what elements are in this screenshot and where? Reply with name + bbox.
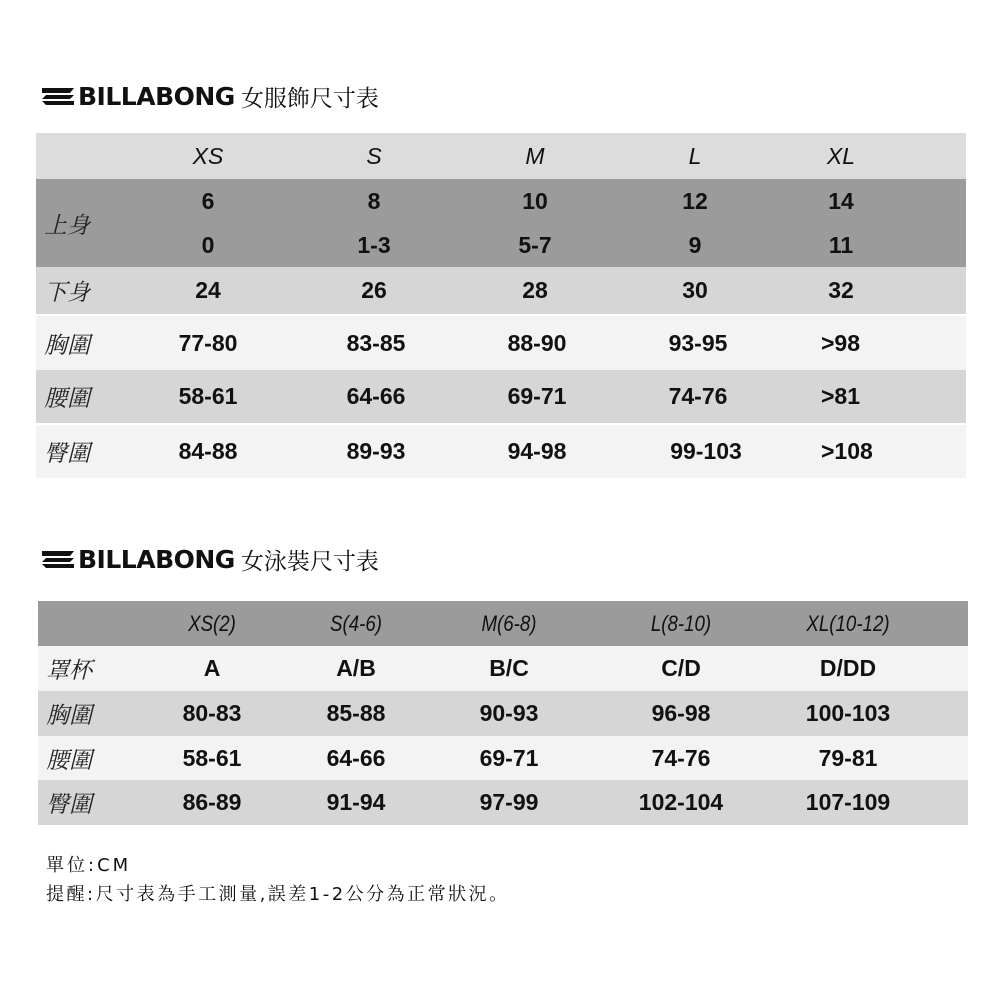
top-size-row bbox=[36, 179, 966, 267]
top-size-value: 14 bbox=[828, 187, 854, 214]
swim-size-l: L(8-10) bbox=[650, 610, 712, 636]
cup-value: D/DD bbox=[819, 655, 877, 681]
bust-value: >98 bbox=[821, 329, 861, 356]
unit-note: 單位:CM bbox=[46, 855, 132, 876]
waist-row bbox=[36, 370, 966, 423]
cup-row bbox=[38, 646, 968, 691]
hip-value: 84-88 bbox=[178, 438, 238, 464]
cup-label: 罩杯 bbox=[46, 658, 92, 684]
top-size-value: 1-3 bbox=[357, 231, 391, 258]
cup-value: A bbox=[203, 655, 221, 681]
billabong-logo-icon bbox=[40, 548, 76, 570]
swim-hip-value: 107-109 bbox=[805, 789, 891, 815]
swim-size-header-row bbox=[38, 601, 968, 646]
top-size-value: 5-7 bbox=[518, 231, 552, 258]
swim-waist-row bbox=[38, 736, 968, 780]
bottom-size-value: 32 bbox=[828, 277, 854, 303]
top-size-value: 12 bbox=[682, 187, 708, 214]
brand-name: BILLABONG bbox=[78, 81, 235, 111]
size-l: L bbox=[688, 142, 702, 169]
swim-bust-value: 100-103 bbox=[805, 700, 891, 726]
top-label: 上身 bbox=[44, 212, 90, 239]
size-xl: XL bbox=[826, 142, 856, 169]
swim-bust-row bbox=[38, 691, 968, 736]
bust-value: 93-95 bbox=[668, 329, 728, 356]
top-size-value: 0 bbox=[201, 231, 215, 258]
top-size-value: 10 bbox=[522, 187, 548, 214]
swim-bust-value: 85-88 bbox=[326, 700, 386, 726]
cup-value: C/D bbox=[661, 655, 701, 681]
clothing-brand-header bbox=[40, 78, 379, 114]
bust-label: 胸圍 bbox=[44, 332, 90, 359]
swim-hip-row bbox=[38, 780, 968, 825]
cup-value: B/C bbox=[489, 655, 529, 681]
hip-value: 89-93 bbox=[346, 438, 406, 464]
swim-hip-label: 臀圍 bbox=[46, 792, 92, 818]
swim-size-m: M(6-8) bbox=[481, 610, 537, 636]
top-size-value: 8 bbox=[367, 187, 381, 214]
swim-hip-value: 102-104 bbox=[638, 789, 724, 815]
brand-name: BILLABONG bbox=[78, 544, 235, 574]
bust-value: 83-85 bbox=[346, 329, 406, 356]
waist-label: 腰圍 bbox=[44, 386, 90, 412]
waist-value: 69-71 bbox=[507, 383, 567, 409]
cup-value: A/B bbox=[336, 655, 376, 681]
size-m: M bbox=[525, 142, 545, 169]
bust-value: 88-90 bbox=[507, 329, 567, 356]
bust-row bbox=[36, 316, 966, 370]
swim-waist-value: 58-61 bbox=[182, 744, 242, 771]
bottom-size-value: 30 bbox=[682, 277, 708, 303]
waist-value: >81 bbox=[821, 383, 861, 409]
swim-waist-label: 腰圍 bbox=[46, 747, 92, 774]
swim-bust-value: 80-83 bbox=[182, 700, 242, 726]
swim-waist-value: 79-81 bbox=[818, 744, 878, 771]
clothing-size-table bbox=[36, 133, 966, 478]
bottom-size-row bbox=[36, 267, 966, 314]
hip-value: 99-103 bbox=[670, 438, 742, 464]
waist-value: 58-61 bbox=[178, 383, 238, 409]
swim-waist-value: 74-76 bbox=[651, 744, 711, 771]
waist-value: 74-76 bbox=[668, 383, 728, 409]
waist-value: 64-66 bbox=[346, 383, 406, 409]
swim-bust-label: 胸圍 bbox=[46, 703, 92, 729]
swimwear-chart-title: 女泳裝尺寸表 bbox=[240, 548, 379, 575]
swim-bust-value: 90-93 bbox=[479, 700, 539, 726]
bottom-size-value: 26 bbox=[361, 277, 387, 303]
swim-hip-value: 97-99 bbox=[479, 789, 539, 815]
top-size-value: 9 bbox=[688, 231, 702, 258]
swim-bust-value: 96-98 bbox=[651, 700, 711, 726]
top-size-value: 11 bbox=[828, 231, 854, 258]
bottom-label: 下身 bbox=[44, 280, 90, 306]
measurement-disclaimer: 提醒:尺寸表為手工測量,誤差1-2公分為正常狀況。 bbox=[46, 884, 510, 905]
swim-size-xl: XL(10-12) bbox=[806, 610, 890, 636]
hip-label: 臀圍 bbox=[44, 441, 90, 467]
clothing-chart-title: 女服飾尺寸表 bbox=[240, 85, 379, 112]
hip-value: 94-98 bbox=[507, 438, 567, 464]
bottom-size-value: 24 bbox=[195, 277, 221, 303]
swim-hip-value: 86-89 bbox=[182, 789, 242, 815]
bottom-size-value: 28 bbox=[522, 277, 548, 303]
hip-row bbox=[36, 425, 966, 478]
swim-waist-value: 69-71 bbox=[479, 744, 539, 771]
hip-value: >108 bbox=[821, 438, 873, 464]
swim-hip-value: 91-94 bbox=[326, 789, 386, 815]
swimwear-size-table bbox=[38, 601, 968, 825]
swim-size-s: S(4-6) bbox=[330, 610, 382, 636]
bust-value: 77-80 bbox=[178, 329, 238, 356]
swim-size-xs: XS(2) bbox=[188, 610, 236, 636]
swimwear-brand-header bbox=[40, 541, 379, 577]
billabong-logo-icon bbox=[40, 85, 76, 107]
swim-waist-value: 64-66 bbox=[326, 744, 386, 771]
size-s: S bbox=[366, 142, 382, 169]
size-xs: XS bbox=[192, 142, 224, 169]
size-header-row bbox=[36, 133, 966, 179]
top-size-value: 6 bbox=[201, 187, 215, 214]
